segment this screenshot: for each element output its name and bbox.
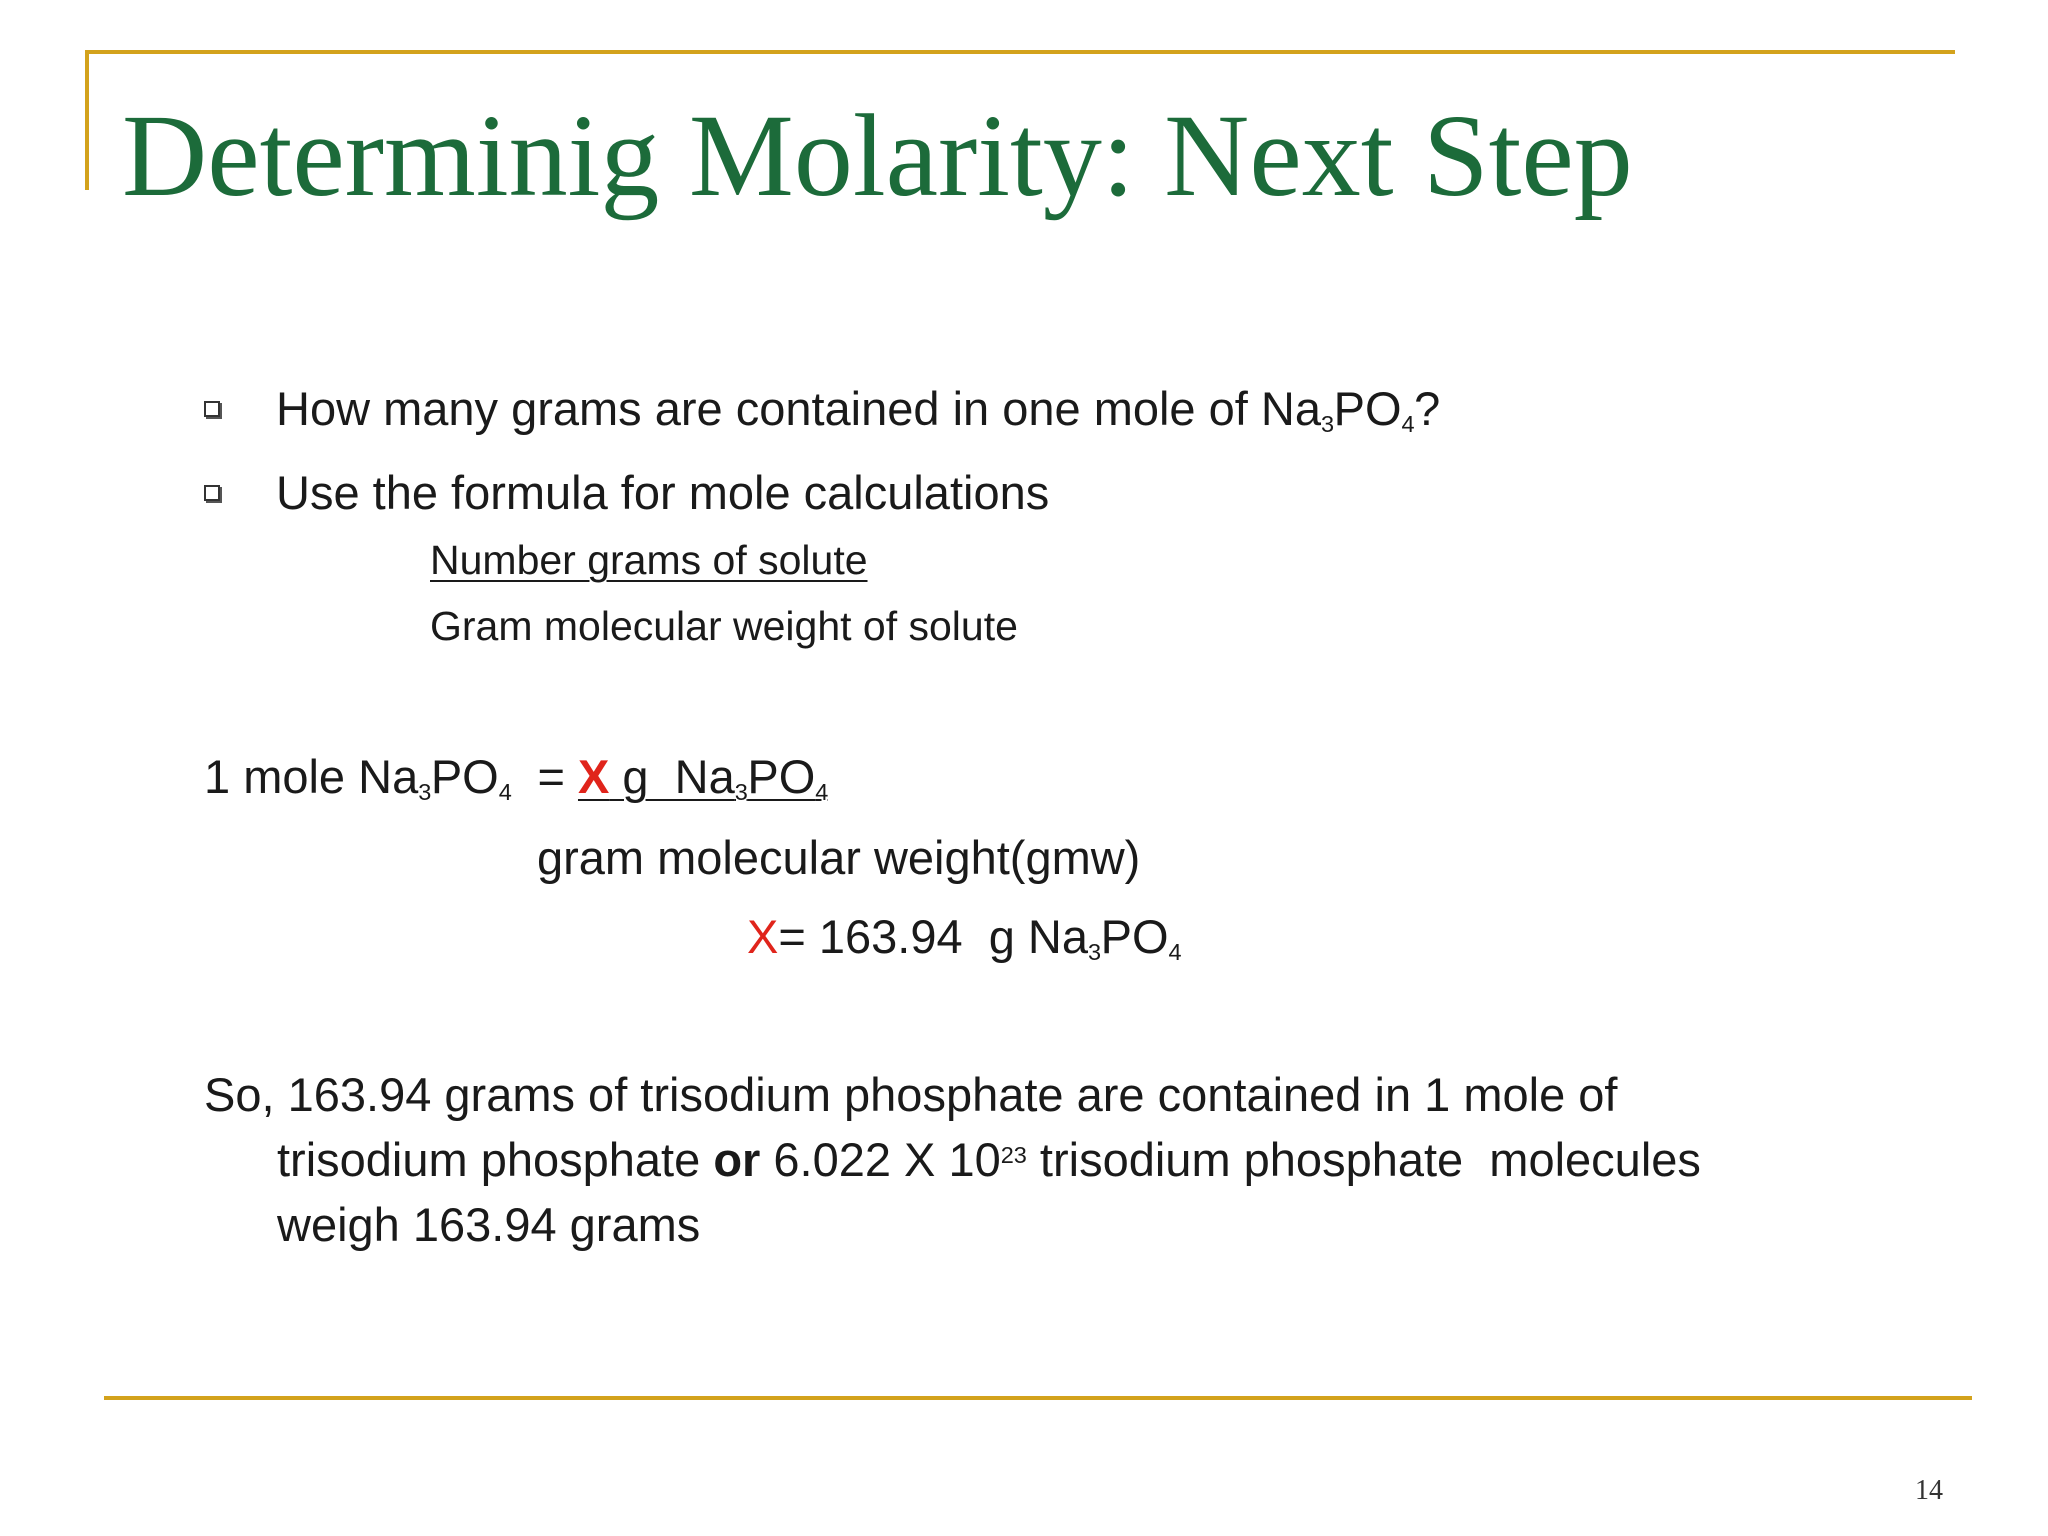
page-number: 14 [1915,1475,1943,1506]
conclusion-line-3: weigh 163.94 grams [277,1198,701,1251]
slide-frame-bottom-line [104,1396,1972,1400]
bullet-text: Use the formula for mole calculations [276,466,1050,519]
slide-frame-top-line [85,50,1955,54]
equation-numerator: X g $Na_3PO_4$ [577,750,828,806]
unknown-x: X [577,750,610,803]
equation-denominator: gram molecular weight(gmw) [537,831,1141,884]
square-bullet-icon [204,485,220,501]
result-x: X [747,910,779,963]
square-bullet-icon [204,401,220,417]
bullet-text: How many grams are contained in one mole of $Na_3PO_4$? [276,382,1441,438]
conclusion-line-2: trisodium phosphate or 6.022 X $10^{23}$ trisodium phosphate molecules [277,1133,1701,1186]
equation-line: 1 mole $Na_3PO_4 = X$ g $Na_3PO_4$ [204,750,828,806]
slide-frame-left-line [85,50,89,190]
formula-numerator: Number grams of solute [430,537,868,583]
conclusion-line-1: So, 163.94 grams of trisodium phosphate are contained in 1 mole of [204,1068,1618,1121]
formula-denominator: Gram molecular weight of solute [430,603,1018,649]
result-line: X= 163.94 g $Na_3PO_4$ [747,910,1182,966]
slide-title: Determinig Molarity: Next Step [122,90,1633,221]
